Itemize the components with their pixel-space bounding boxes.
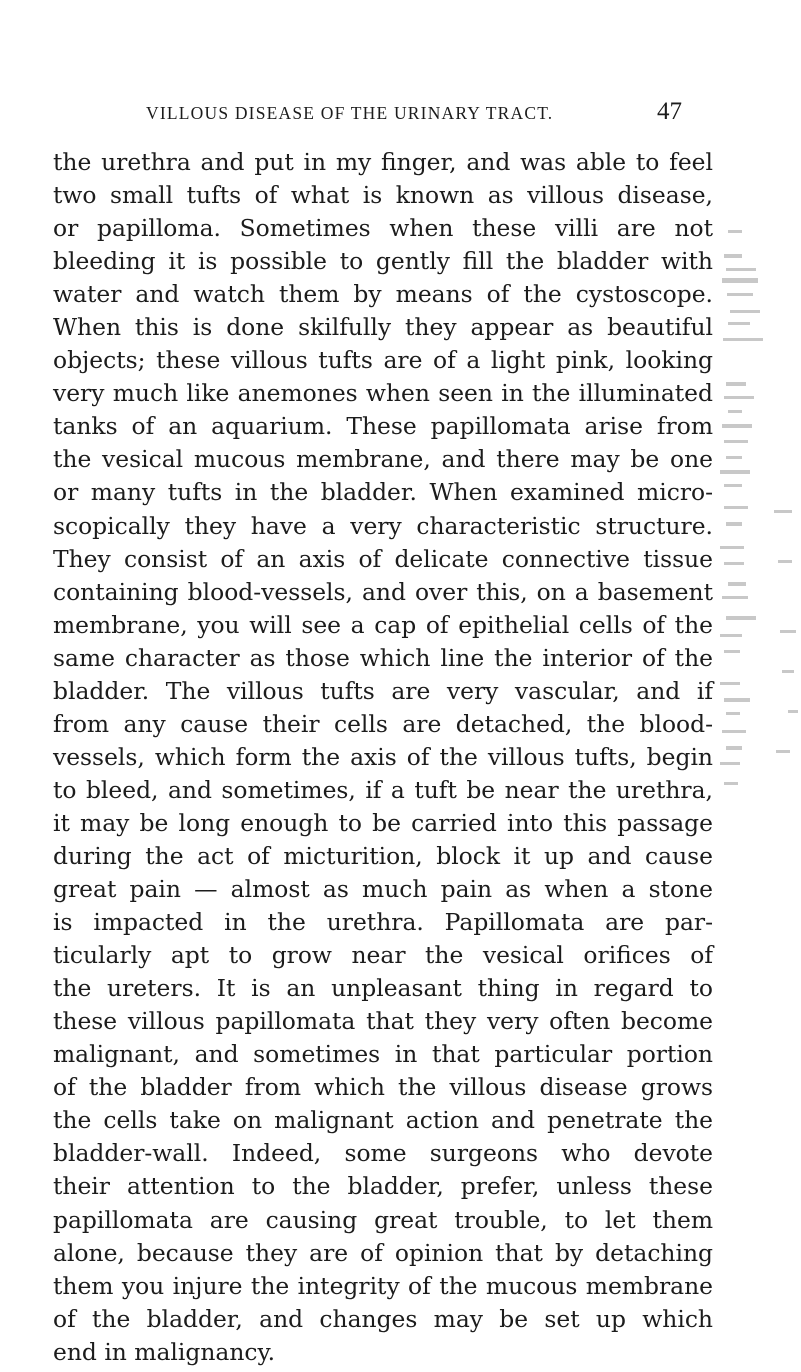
text-line: objects; these villous tufts are of a light pink, looking — [53, 346, 713, 375]
text-line: same character as those which line the interior of the — [53, 643, 713, 672]
text-line: vessels, which form the axis of the villous tufts, begin — [53, 742, 713, 771]
text-line: membrane, you will see a cap of epithelial cells of the — [53, 610, 713, 639]
text-line: to bleed, and sometimes, if a tuft be near the urethra, — [53, 775, 713, 804]
running-head — [146, 99, 682, 129]
text-line: alone, because they are of opinion that by detaching — [53, 1238, 713, 1267]
text-line: is impacted in the urethra. Papillomata are par- — [53, 908, 713, 937]
text-line: bladder-wall. Indeed, some surgeons who devote — [53, 1139, 713, 1168]
text-line: the cells take on malignant action and penetrate the — [53, 1106, 713, 1135]
text-line: malignant, and sometimes in that particular portion — [53, 1040, 713, 1069]
text-line: during the act of micturition, block it up and cause — [53, 841, 713, 870]
text-line: great pain — almost as much pain as when a stone — [53, 875, 713, 904]
text-line: or papilloma. Sometimes when these villi are not — [53, 214, 713, 243]
text-line: these villous papillomata that they very often become — [53, 1007, 713, 1036]
text-line: They consist of an axis of delicate connective tissue — [53, 544, 713, 573]
margin-bleed-through — [718, 150, 801, 1070]
text-line: bladder. The villous tufts are very vascular, and if — [53, 676, 713, 705]
text-line: end in malignancy. — [53, 1337, 276, 1366]
text-line: the urethra and put in my finger, and was able to feel — [53, 148, 713, 176]
running-title: VILLOUS DISEASE OF THE URINARY TRACT. — [146, 103, 554, 123]
text-line: containing blood-vessels, and over this, on a basement — [53, 577, 713, 606]
text-line: ticularly apt to grow near the vesical orifices of — [53, 941, 713, 970]
text-line: the ureters. It is an unpleasant thing in regard to — [53, 974, 713, 1003]
text-line: When this is done skilfully they appear as beautiful — [53, 313, 713, 342]
text-line: them you injure the integrity of the mucous membrane — [53, 1271, 713, 1300]
text-line: bleeding it is possible to gently fill the bladder with — [53, 247, 713, 276]
body-text — [53, 146, 713, 1369]
text-line: it may be long enough to be carried into this passage — [53, 808, 713, 837]
text-line: very much like anemones when seen in the illuminated — [53, 379, 713, 408]
page-number: 47 — [657, 98, 682, 125]
text-line: the vesical mucous membrane, and there may be one — [53, 445, 713, 474]
text-line: scopically they have a very characteristic structure. — [53, 511, 713, 540]
text-line: tanks of an aquarium. These papillomata arise from — [53, 412, 713, 441]
text-line: from any cause their cells are detached, the blood- — [53, 709, 713, 738]
text-line: their attention to the bladder, prefer, unless these — [53, 1172, 713, 1201]
text-line: of the bladder, and changes may be set up which — [53, 1304, 713, 1333]
text-line: of the bladder from which the villous disease grows — [53, 1073, 713, 1102]
text-line: two small tufts of what is known as villous disease, — [53, 181, 713, 210]
text-line: water and watch them by means of the cystoscope. — [53, 280, 713, 309]
text-line: papillomata are causing great trouble, to let them — [53, 1205, 713, 1234]
text-line: or many tufts in the bladder. When examined micro- — [53, 478, 713, 507]
